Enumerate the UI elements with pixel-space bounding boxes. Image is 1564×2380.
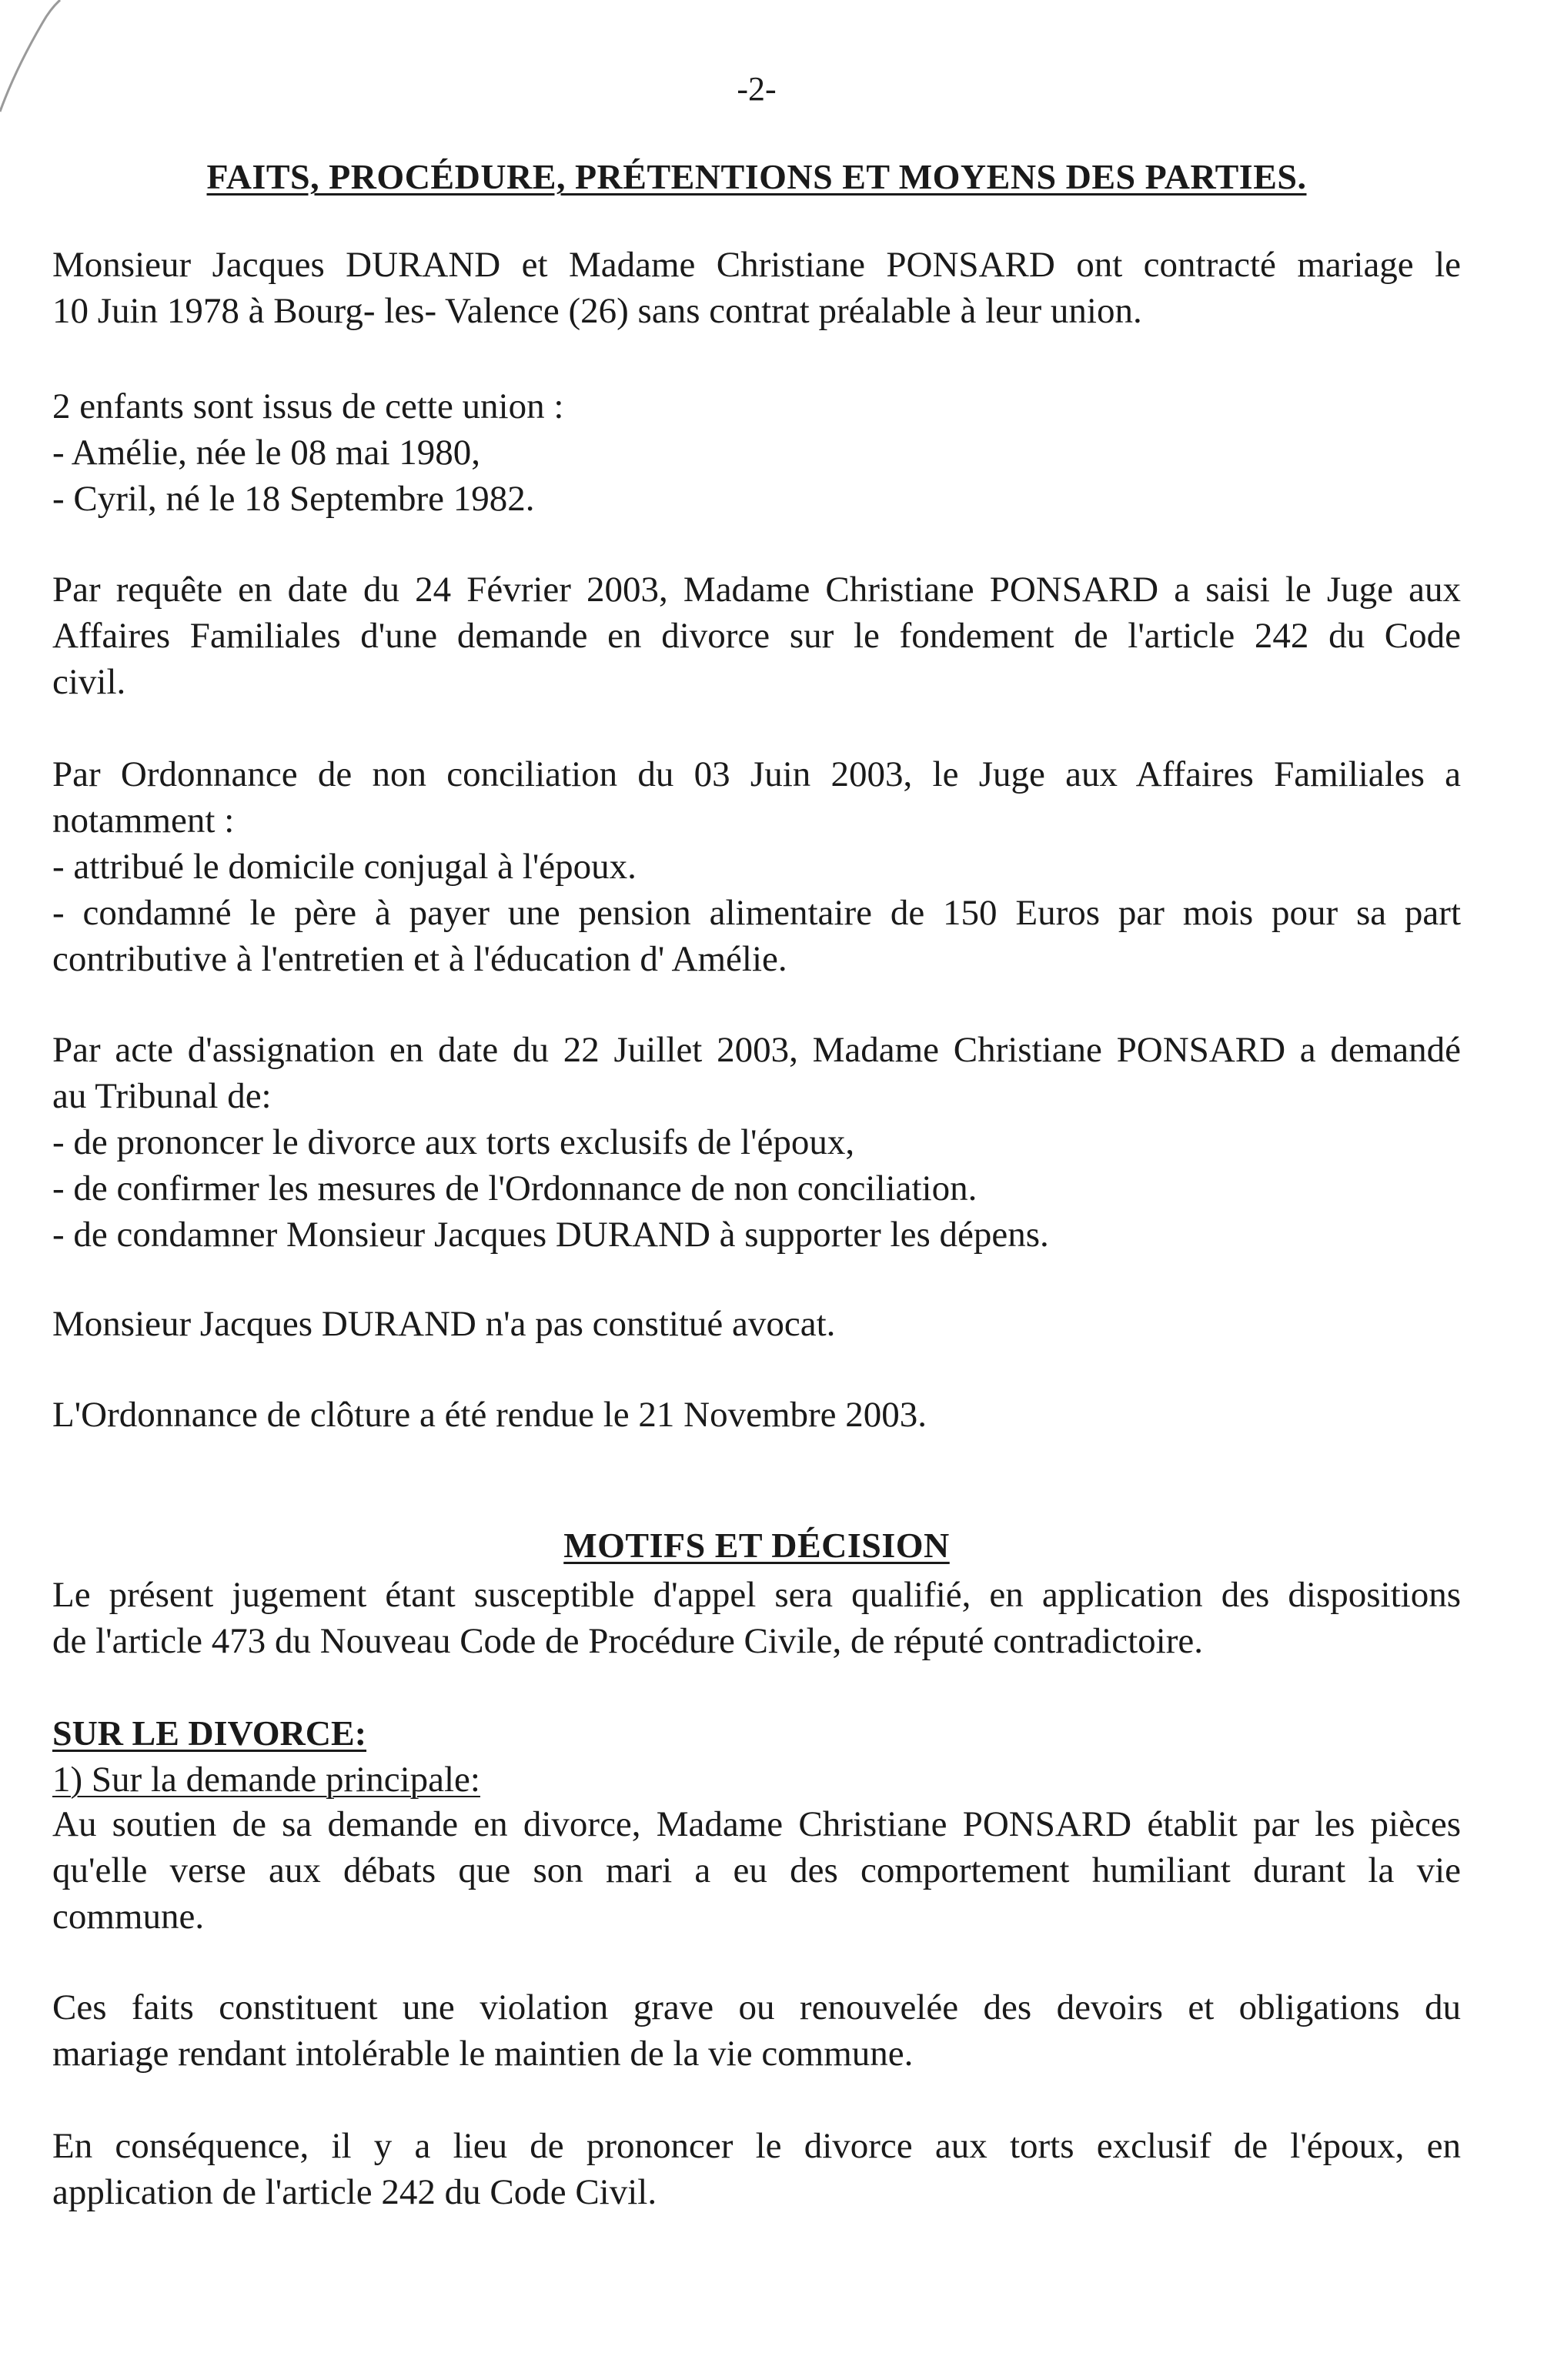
text-line: L'Ordonnance de clôture a été rendue le 21 Novembre 2003.	[52, 1395, 927, 1435]
text-line: Monsieur Jacques DURAND n'a pas constitué avocat.	[52, 1304, 836, 1344]
paragraph-avocat	[52, 1301, 1461, 1347]
text-line: - Cyril, né le 18 Septembre 1982.	[52, 479, 535, 519]
text-line: civil.	[52, 662, 126, 702]
section-title-motifs: MOTIFS ET DÉCISION	[563, 1526, 950, 1565]
text-line: Affaires Familiales d'une demande en divorce sur le fondement de l'article 242 du Code	[52, 616, 1461, 656]
text-line: 2 enfants sont issus de cette union :	[52, 386, 564, 426]
text-line: - Amélie, née le 08 mai 1980,	[52, 433, 481, 473]
paragraph-mariage	[52, 242, 1461, 334]
section-title-divorce: SUR LE DIVORCE:	[52, 1713, 367, 1753]
paragraph-consequence	[52, 2123, 1461, 2215]
paragraph-soutien	[52, 1801, 1461, 1940]
text-line: - de confirmer les mesures de l'Ordonnance de non conciliation.	[52, 1168, 978, 1208]
text-line: mariage rendant intolérable le maintien de la vie commune.	[52, 2034, 914, 2074]
text-line: de l'article 473 du Nouveau Code de Procédure Civile, de réputé contradictoire.	[52, 1621, 1203, 1661]
paragraph-requete	[52, 567, 1461, 705]
text-line: - condamné le père à payer une pension alimentaire de 150 Euros par mois pour sa part	[52, 893, 1461, 933]
paragraph-faits-violation	[52, 1984, 1461, 2077]
text-line: au Tribunal de:	[52, 1076, 272, 1116]
text-line: commune.	[52, 1897, 205, 1937]
paragraph-ordonnance	[52, 751, 1461, 982]
text-line: - de condamner Monsieur Jacques DURAND à supporter les dépens.	[52, 1215, 1049, 1255]
subsection-title-demande: 1) Sur la demande principale:	[52, 1760, 480, 1800]
text-line: Le présent jugement étant susceptible d'appel sera qualifié, en application des dispositions	[52, 1575, 1461, 1615]
text-line: Au soutien de sa demande en divorce, Madame Christiane PONSARD établit par les pièces	[52, 1804, 1461, 1844]
paragraph-enfants	[52, 383, 1461, 522]
text-line: 10 Juin 1978 à Bourg- les- Valence (26) sans contrat préalable à leur union.	[52, 291, 1142, 331]
text-line: - attribué le domicile conjugal à l'époux.	[52, 847, 637, 887]
text-line: notamment :	[52, 801, 235, 841]
paragraph-cloture	[52, 1392, 1461, 1438]
paragraph-jugement	[52, 1572, 1461, 1664]
text-line: contributive à l'entretien et à l'éducation d' Amélie.	[52, 939, 787, 979]
paragraph-assignation	[52, 1027, 1461, 1258]
text-line: qu'elle verse aux débats que son mari a eu des comportement humiliant durant la vie	[52, 1850, 1461, 1890]
text-line: Par Ordonnance de non conciliation du 03 Juin 2003, le Juge aux Affaires Familiales a	[52, 754, 1461, 794]
section-title-faits: FAITS, PROCÉDURE, PRÉTENTIONS ET MOYENS DES PARTIES.	[206, 157, 1307, 196]
text-line: En conséquence, il y a lieu de prononcer le divorce aux torts exclusif de l'époux, en	[52, 2126, 1461, 2166]
text-line: Ces faits constituent une violation grave ou renouvelée des devoirs et obligations du	[52, 1987, 1461, 2027]
page-number: -2-	[737, 70, 777, 108]
text-line: Par acte d'assignation en date du 22 Juillet 2003, Madame Christiane PONSARD a demandé	[52, 1030, 1461, 1070]
text-line: application de l'article 242 du Code Civil.	[52, 2172, 657, 2212]
text-line: Par requête en date du 24 Février 2003, Madame Christiane PONSARD a saisi le Juge aux	[52, 570, 1461, 610]
text-line: - de prononcer le divorce aux torts exclusifs de l'époux,	[52, 1122, 855, 1162]
text-line: Monsieur Jacques DURAND et Madame Christiane PONSARD ont contracté mariage le	[52, 245, 1461, 285]
